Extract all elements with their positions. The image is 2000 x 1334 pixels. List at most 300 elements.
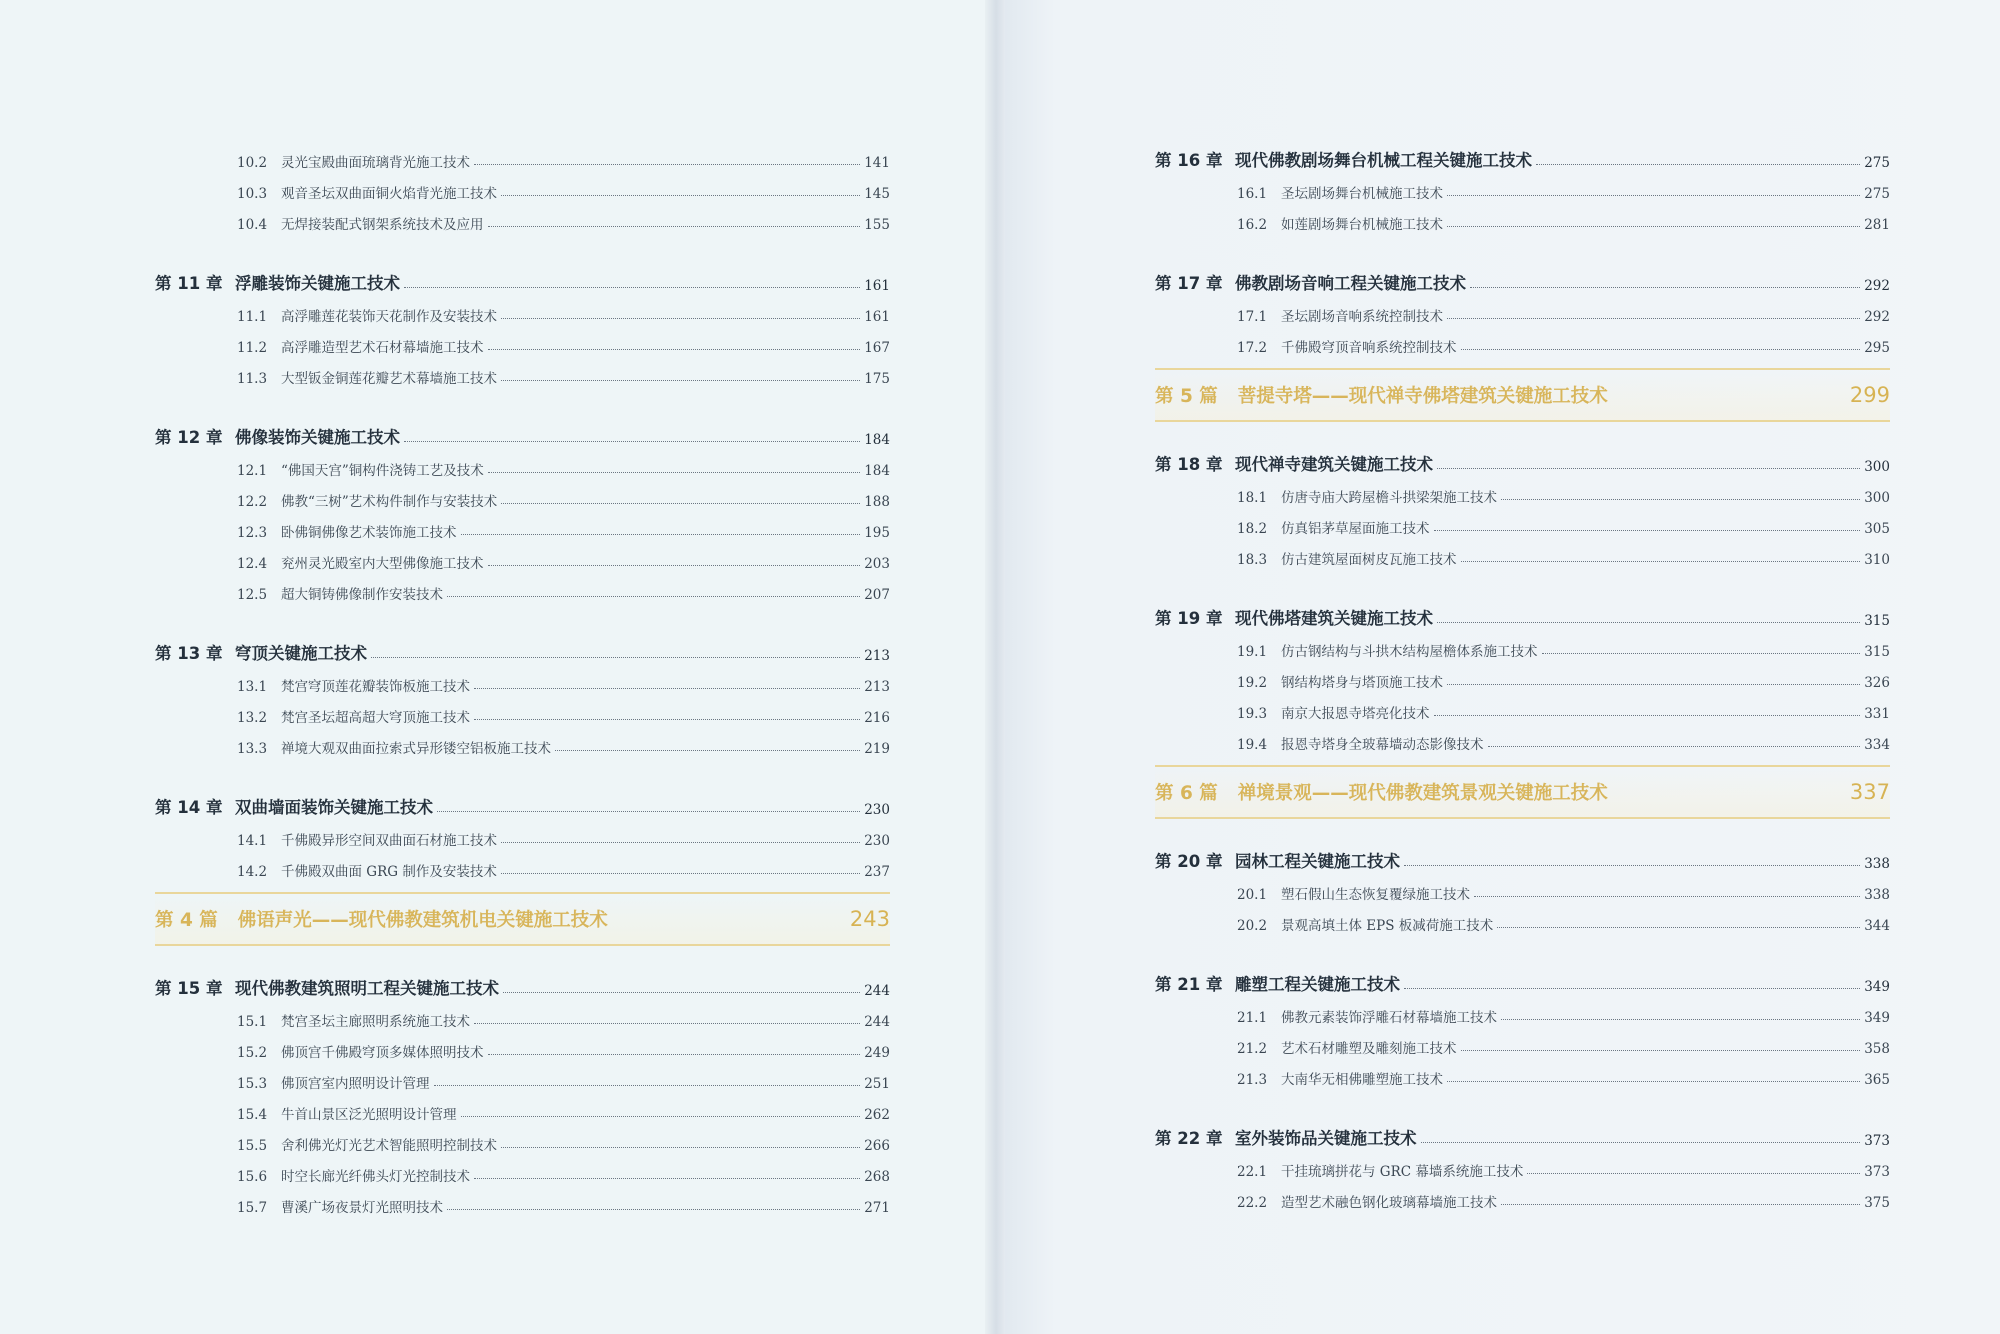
chapter-heading[interactable] bbox=[155, 633, 890, 664]
chapter-number: 第 17 章 bbox=[1155, 274, 1223, 293]
section-title: 梵宫圣坛超高超大穹顶施工技术 bbox=[281, 710, 470, 726]
section-title: 塑石假山生态恢复覆绿施工技术 bbox=[1281, 887, 1470, 903]
dot-leader bbox=[474, 719, 860, 720]
section-number: 14.2 bbox=[237, 864, 268, 880]
section-entry[interactable] bbox=[155, 1185, 890, 1216]
section-number: 10.3 bbox=[237, 186, 268, 202]
chapter-title: 雕塑工程关键施工技术 bbox=[1235, 975, 1400, 994]
dot-leader bbox=[1461, 349, 1861, 350]
section-title: 禅境大观双曲面拉索式异形镂空铝板施工技术 bbox=[281, 741, 551, 757]
section-title: 舍利佛光灯光艺术智能照明控制技术 bbox=[281, 1138, 497, 1154]
section-entry[interactable] bbox=[155, 479, 890, 510]
dot-leader bbox=[1542, 653, 1861, 654]
section-title: 造型艺术融色钢化玻璃幕墙施工技术 bbox=[1281, 1195, 1497, 1211]
part-banner[interactable] bbox=[1155, 765, 1890, 819]
section-title: 佛顶宫千佛殿穹顶多媒体照明技术 bbox=[281, 1045, 484, 1061]
section-entry[interactable] bbox=[155, 849, 890, 880]
dot-leader bbox=[1437, 622, 1860, 623]
section-number: 16.2 bbox=[1237, 217, 1268, 233]
section-entry[interactable] bbox=[155, 1061, 890, 1092]
section-entry[interactable] bbox=[1155, 506, 1890, 537]
part-title: 禅境景观——现代佛教建筑景观关键施工技术 bbox=[1237, 783, 1608, 804]
dot-leader bbox=[461, 1116, 861, 1117]
page-number: 184 bbox=[864, 432, 890, 448]
page-number: 331 bbox=[1864, 706, 1890, 722]
section-entry[interactable] bbox=[155, 325, 890, 356]
dot-leader bbox=[1461, 561, 1861, 562]
section-entry[interactable] bbox=[1155, 903, 1890, 934]
section-title: 艺术石材雕塑及雕刻施工技术 bbox=[1281, 1041, 1457, 1057]
page-number: 244 bbox=[864, 983, 890, 999]
page-number: 262 bbox=[864, 1107, 890, 1123]
section-title: 佛教“三树”艺术构件制作与安装技术 bbox=[281, 494, 498, 510]
section-entry[interactable] bbox=[155, 294, 890, 325]
section-number: 19.2 bbox=[1237, 675, 1268, 691]
part-number: 第 4 篇 bbox=[155, 910, 218, 931]
chapter-block bbox=[155, 263, 890, 387]
section-title: 干挂琉璃拼花与 GRC 幕墙系统施工技术 bbox=[1281, 1164, 1524, 1180]
chapter-heading[interactable] bbox=[1155, 964, 1890, 995]
section-entry[interactable] bbox=[155, 664, 890, 695]
dot-leader bbox=[1461, 1050, 1861, 1051]
chapter-block bbox=[1155, 444, 1890, 568]
toc-left bbox=[155, 140, 890, 1216]
dot-leader bbox=[1497, 927, 1860, 928]
chapter-number: 第 18 章 bbox=[1155, 455, 1223, 474]
section-number: 14.1 bbox=[237, 833, 268, 849]
section-title: 高浮雕造型艺术石材幕墙施工技术 bbox=[281, 340, 484, 356]
chapter-heading[interactable] bbox=[1155, 598, 1890, 629]
chapter-title: 双曲墙面装饰关键施工技术 bbox=[235, 798, 433, 817]
section-title: 高浮雕莲花装饰天花制作及安装技术 bbox=[281, 309, 497, 325]
section-number: 20.2 bbox=[1237, 918, 1268, 934]
dot-leader bbox=[1447, 1081, 1860, 1082]
section-entry[interactable] bbox=[1155, 1149, 1890, 1180]
spacer bbox=[1155, 568, 1890, 598]
page-number: 268 bbox=[864, 1169, 890, 1185]
section-entry[interactable] bbox=[1155, 475, 1890, 506]
page-number: 161 bbox=[864, 278, 890, 294]
section-title: 仿古钢结构与斗拱木结构屋檐体系施工技术 bbox=[1281, 644, 1538, 660]
section-entry[interactable] bbox=[155, 818, 890, 849]
section-entry[interactable] bbox=[1155, 872, 1890, 903]
section-entry[interactable] bbox=[1155, 660, 1890, 691]
section-title: 南京大报恩寺塔亮化技术 bbox=[1281, 706, 1430, 722]
page-number: 281 bbox=[1864, 217, 1890, 233]
chapter-title: 现代禅寺建筑关键施工技术 bbox=[1235, 455, 1433, 474]
section-number: 17.1 bbox=[1237, 309, 1268, 325]
section-number: 15.7 bbox=[237, 1200, 268, 1216]
dot-leader bbox=[1447, 195, 1860, 196]
page-number: 315 bbox=[1864, 644, 1890, 660]
part-page-number: 337 bbox=[1849, 780, 1890, 804]
section-number: 13.1 bbox=[237, 679, 268, 695]
section-number: 21.1 bbox=[1237, 1010, 1268, 1026]
page-number: 349 bbox=[1864, 1010, 1890, 1026]
chapter-block bbox=[1155, 140, 1890, 233]
dot-leader bbox=[501, 380, 860, 381]
section-number: 10.4 bbox=[237, 217, 268, 233]
section-title: 圣坛剧场舞台机械施工技术 bbox=[1281, 186, 1443, 202]
dot-leader bbox=[1404, 988, 1860, 989]
part-number: 第 6 篇 bbox=[1155, 783, 1218, 804]
left-page bbox=[0, 0, 995, 1334]
dot-leader bbox=[1421, 1142, 1861, 1143]
chapter-title: 佛像装饰关键施工技术 bbox=[235, 428, 400, 447]
chapter-heading[interactable] bbox=[155, 417, 890, 448]
page-number: 207 bbox=[864, 587, 890, 603]
right-page bbox=[995, 0, 2000, 1334]
page-number: 275 bbox=[1864, 186, 1890, 202]
dot-leader bbox=[1470, 287, 1860, 288]
section-number: 13.3 bbox=[237, 741, 268, 757]
dot-leader bbox=[501, 318, 860, 319]
page-number: 195 bbox=[864, 525, 890, 541]
section-title: 卧佛铜佛像艺术装饰施工技术 bbox=[281, 525, 457, 541]
dot-leader bbox=[1447, 318, 1860, 319]
page-number: 358 bbox=[1864, 1041, 1890, 1057]
dot-leader bbox=[501, 503, 860, 504]
page-number: 271 bbox=[864, 1200, 890, 1216]
section-title: 仿唐寺庙大跨屋檐斗拱梁架施工技术 bbox=[1281, 490, 1497, 506]
chapter-block bbox=[155, 417, 890, 603]
page-number: 292 bbox=[1864, 278, 1890, 294]
section-number: 15.2 bbox=[237, 1045, 268, 1061]
section-entry[interactable] bbox=[155, 510, 890, 541]
page-number: 375 bbox=[1864, 1195, 1890, 1211]
chapter-number: 第 11 章 bbox=[155, 274, 223, 293]
page-number: 155 bbox=[864, 217, 890, 233]
section-title: 大型钣金铜莲花瓣艺术幕墙施工技术 bbox=[281, 371, 497, 387]
section-entry[interactable] bbox=[155, 999, 890, 1030]
section-entry[interactable] bbox=[155, 356, 890, 387]
part-page-number: 299 bbox=[1849, 383, 1890, 407]
page-number: 344 bbox=[1864, 918, 1890, 934]
section-title: 超大铜铸佛像制作安装技术 bbox=[281, 587, 443, 603]
section-title: 大南华无相佛雕塑施工技术 bbox=[1281, 1072, 1443, 1088]
section-entry[interactable] bbox=[1155, 1180, 1890, 1211]
page-number: 338 bbox=[1864, 887, 1890, 903]
dot-leader bbox=[488, 349, 861, 350]
chapter-number: 第 19 章 bbox=[1155, 609, 1223, 628]
section-number: 21.2 bbox=[1237, 1041, 1268, 1057]
page-number: 305 bbox=[1864, 521, 1890, 537]
chapter-title: 浮雕装饰关键施工技术 bbox=[235, 274, 400, 293]
section-entry[interactable] bbox=[155, 1030, 890, 1061]
section-title: 景观高填土体 EPS 板减荷施工技术 bbox=[1281, 918, 1494, 934]
chapter-title: 佛教剧场音响工程关键施工技术 bbox=[1235, 274, 1466, 293]
section-number: 12.4 bbox=[237, 556, 268, 572]
dot-leader bbox=[501, 842, 860, 843]
chapter-heading[interactable] bbox=[155, 263, 890, 294]
spacer bbox=[155, 603, 890, 633]
section-number: 15.4 bbox=[237, 1107, 268, 1123]
page-number: 251 bbox=[864, 1076, 890, 1092]
section-title: 灵光宝殿曲面琉璃背光施工技术 bbox=[281, 155, 470, 171]
page-number: 141 bbox=[864, 155, 890, 171]
toc-right bbox=[1155, 140, 1890, 1211]
spacer bbox=[1155, 934, 1890, 964]
dot-leader bbox=[501, 195, 860, 196]
page-number: 292 bbox=[1864, 309, 1890, 325]
dot-leader bbox=[555, 750, 860, 751]
chapter-number: 第 13 章 bbox=[155, 644, 223, 663]
page-number: 237 bbox=[864, 864, 890, 880]
chapter-heading[interactable] bbox=[1155, 841, 1890, 872]
section-number: 11.1 bbox=[237, 309, 268, 325]
section-number: 22.2 bbox=[1237, 1195, 1268, 1211]
chapter-title: 现代佛教建筑照明工程关键施工技术 bbox=[235, 979, 499, 998]
section-title: 佛顶宫室内照明设计管理 bbox=[281, 1076, 430, 1092]
chapter-heading[interactable] bbox=[1155, 1118, 1890, 1149]
section-title: 观音圣坛双曲面铜火焰背光施工技术 bbox=[281, 186, 497, 202]
dot-leader bbox=[1536, 164, 1860, 165]
section-title: 仿真铝茅草屋面施工技术 bbox=[1281, 521, 1430, 537]
part-banner[interactable] bbox=[155, 892, 890, 946]
dot-leader bbox=[474, 164, 860, 165]
section-title: 曹溪广场夜景灯光照明技术 bbox=[281, 1200, 443, 1216]
section-entry[interactable] bbox=[1155, 995, 1890, 1026]
section-number: 18.1 bbox=[1237, 490, 1268, 506]
section-entry[interactable] bbox=[155, 1092, 890, 1123]
page-number: 145 bbox=[864, 186, 890, 202]
chapter-block bbox=[1155, 841, 1890, 934]
spacer bbox=[155, 387, 890, 417]
page-number: 373 bbox=[1864, 1133, 1890, 1149]
chapter-number: 第 12 章 bbox=[155, 428, 223, 447]
page-number: 326 bbox=[1864, 675, 1890, 691]
chapter-title: 现代佛教剧场舞台机械工程关键施工技术 bbox=[1235, 151, 1532, 170]
section-entry[interactable] bbox=[155, 202, 890, 233]
dot-leader bbox=[501, 873, 860, 874]
section-number: 12.5 bbox=[237, 587, 268, 603]
dot-leader bbox=[371, 657, 860, 658]
dot-leader bbox=[1527, 1173, 1860, 1174]
section-number: 20.1 bbox=[1237, 887, 1268, 903]
part-number: 第 5 篇 bbox=[1155, 386, 1218, 407]
page-number: 334 bbox=[1864, 737, 1890, 753]
page-number: 213 bbox=[864, 648, 890, 664]
chapter-number: 第 20 章 bbox=[1155, 852, 1223, 871]
section-title: 牛首山景区泛光照明设计管理 bbox=[281, 1107, 457, 1123]
page-number: 349 bbox=[1864, 979, 1890, 995]
chapter-block bbox=[155, 968, 890, 1216]
dot-leader bbox=[501, 1147, 860, 1148]
book-gutter bbox=[985, 0, 1005, 1334]
chapter-block bbox=[1155, 598, 1890, 753]
dot-leader bbox=[1447, 684, 1860, 685]
section-title: 梵宫圣坛主廊照明系统施工技术 bbox=[281, 1014, 470, 1030]
section-number: 18.2 bbox=[1237, 521, 1268, 537]
dot-leader bbox=[447, 1209, 860, 1210]
spacer bbox=[155, 233, 890, 263]
page-number: 315 bbox=[1864, 613, 1890, 629]
section-entry[interactable] bbox=[1155, 171, 1890, 202]
section-entry[interactable] bbox=[1155, 537, 1890, 568]
section-entry[interactable] bbox=[1155, 691, 1890, 722]
spacer bbox=[155, 757, 890, 787]
section-number: 11.2 bbox=[237, 340, 268, 356]
section-number: 15.3 bbox=[237, 1076, 268, 1092]
section-number: 19.3 bbox=[1237, 706, 1268, 722]
chapter-title: 园林工程关键施工技术 bbox=[1235, 852, 1400, 871]
chapter-title: 穹顶关键施工技术 bbox=[235, 644, 367, 663]
page-number: 230 bbox=[864, 833, 890, 849]
section-number: 22.1 bbox=[1237, 1164, 1268, 1180]
section-group bbox=[155, 140, 890, 233]
dot-leader bbox=[474, 688, 860, 689]
section-entry[interactable] bbox=[1155, 325, 1890, 356]
page-number: 275 bbox=[1864, 155, 1890, 171]
page-number: 216 bbox=[864, 710, 890, 726]
chapter-block bbox=[1155, 1118, 1890, 1211]
section-number: 11.3 bbox=[237, 371, 268, 387]
chapter-heading[interactable] bbox=[1155, 140, 1890, 171]
dot-leader bbox=[1501, 499, 1860, 500]
section-entry[interactable] bbox=[155, 171, 890, 202]
section-entry[interactable] bbox=[1155, 202, 1890, 233]
section-entry[interactable] bbox=[155, 695, 890, 726]
section-number: 10.2 bbox=[237, 155, 268, 171]
dot-leader bbox=[437, 811, 860, 812]
section-title: 佛教元素装饰浮雕石材幕墙施工技术 bbox=[1281, 1010, 1497, 1026]
chapter-heading[interactable] bbox=[1155, 263, 1890, 294]
chapter-heading[interactable] bbox=[1155, 444, 1890, 475]
dot-leader bbox=[447, 596, 860, 597]
chapter-number: 第 16 章 bbox=[1155, 151, 1223, 170]
section-title: 千佛殿穹顶音响系统控制技术 bbox=[1281, 340, 1457, 356]
part-title: 佛语声光——现代佛教建筑机电关键施工技术 bbox=[237, 910, 608, 931]
section-entry[interactable] bbox=[155, 572, 890, 603]
section-title: 千佛殿双曲面 GRG 制作及安装技术 bbox=[281, 864, 497, 880]
dot-leader bbox=[461, 534, 861, 535]
section-title: 仿古建筑屋面树皮瓦施工技术 bbox=[1281, 552, 1457, 568]
dot-leader bbox=[488, 226, 861, 227]
chapter-title: 现代佛塔建筑关键施工技术 bbox=[1235, 609, 1433, 628]
section-number: 16.1 bbox=[1237, 186, 1268, 202]
dot-leader bbox=[1501, 1204, 1860, 1205]
dot-leader bbox=[488, 1054, 861, 1055]
page-number: 219 bbox=[864, 741, 890, 757]
chapter-number: 第 21 章 bbox=[1155, 975, 1223, 994]
section-entry[interactable] bbox=[1155, 1026, 1890, 1057]
section-entry[interactable] bbox=[1155, 722, 1890, 753]
dot-leader bbox=[474, 1178, 860, 1179]
dot-leader bbox=[1434, 715, 1861, 716]
section-title: 圣坛剧场音响系统控制技术 bbox=[1281, 309, 1443, 325]
page-number: 295 bbox=[1864, 340, 1890, 356]
section-number: 18.3 bbox=[1237, 552, 1268, 568]
dot-leader bbox=[1434, 530, 1861, 531]
section-entry[interactable] bbox=[155, 140, 890, 171]
dot-leader bbox=[488, 472, 860, 473]
section-number: 12.3 bbox=[237, 525, 268, 541]
page-number: 230 bbox=[864, 802, 890, 818]
page-number: 266 bbox=[864, 1138, 890, 1154]
section-number: 15.5 bbox=[237, 1138, 268, 1154]
page-number: 365 bbox=[1864, 1072, 1890, 1088]
part-banner[interactable] bbox=[1155, 368, 1890, 422]
section-number: 13.2 bbox=[237, 710, 268, 726]
chapter-block bbox=[1155, 964, 1890, 1088]
chapter-number: 第 22 章 bbox=[1155, 1129, 1223, 1148]
section-number: 19.1 bbox=[1237, 644, 1268, 660]
section-entry[interactable] bbox=[155, 448, 890, 479]
page-number: 310 bbox=[1864, 552, 1890, 568]
section-title: 如莲剧场舞台机械施工技术 bbox=[1281, 217, 1443, 233]
page-number: 249 bbox=[864, 1045, 890, 1061]
section-number: 12.2 bbox=[237, 494, 268, 510]
page-number: 203 bbox=[864, 556, 890, 572]
chapter-heading[interactable] bbox=[155, 968, 890, 999]
page-number: 167 bbox=[864, 340, 890, 356]
page-number: 373 bbox=[1864, 1164, 1890, 1180]
section-title: 时空长廊光纤佛头灯光控制技术 bbox=[281, 1169, 470, 1185]
section-entry[interactable] bbox=[1155, 294, 1890, 325]
section-entry[interactable] bbox=[155, 726, 890, 757]
page-number: 338 bbox=[1864, 856, 1890, 872]
dot-leader bbox=[1501, 1019, 1860, 1020]
section-title: 无焊接装配式钢架系统技术及应用 bbox=[281, 217, 484, 233]
section-title: “佛国天宫”铜构件浇铸工艺及技术 bbox=[281, 463, 484, 479]
dot-leader bbox=[1474, 896, 1860, 897]
part-page-number: 243 bbox=[849, 907, 890, 931]
section-title: 钢结构塔身与塔顶施工技术 bbox=[1281, 675, 1443, 691]
section-title: 千佛殿异形空间双曲面石材施工技术 bbox=[281, 833, 497, 849]
section-entry[interactable] bbox=[1155, 1057, 1890, 1088]
dot-leader bbox=[1447, 226, 1860, 227]
part-title: 菩提寺塔——现代禅寺佛塔建筑关键施工技术 bbox=[1237, 386, 1608, 407]
dot-leader bbox=[1488, 746, 1861, 747]
dot-leader bbox=[404, 287, 860, 288]
section-number: 19.4 bbox=[1237, 737, 1268, 753]
dot-leader bbox=[488, 565, 861, 566]
dot-leader bbox=[503, 992, 860, 993]
section-entry[interactable] bbox=[155, 541, 890, 572]
section-number: 15.6 bbox=[237, 1169, 268, 1185]
chapter-title: 室外装饰品关键施工技术 bbox=[1235, 1129, 1417, 1148]
section-number: 17.2 bbox=[1237, 340, 1268, 356]
section-entry[interactable] bbox=[1155, 629, 1890, 660]
spacer bbox=[1155, 233, 1890, 263]
page-number: 244 bbox=[864, 1014, 890, 1030]
chapter-number: 第 14 章 bbox=[155, 798, 223, 817]
chapter-block bbox=[1155, 263, 1890, 356]
chapter-block bbox=[155, 633, 890, 757]
chapter-heading[interactable] bbox=[155, 787, 890, 818]
dot-leader bbox=[1404, 865, 1860, 866]
page-number: 175 bbox=[864, 371, 890, 387]
page-number: 188 bbox=[864, 494, 890, 510]
section-number: 21.3 bbox=[1237, 1072, 1268, 1088]
spacer bbox=[1155, 1088, 1890, 1118]
section-number: 15.1 bbox=[237, 1014, 268, 1030]
page-number: 161 bbox=[864, 309, 890, 325]
section-entry[interactable] bbox=[155, 1123, 890, 1154]
page-number: 184 bbox=[864, 463, 890, 479]
chapter-block bbox=[155, 787, 890, 880]
dot-leader bbox=[1437, 468, 1860, 469]
section-number: 12.1 bbox=[237, 463, 268, 479]
page-number: 300 bbox=[1864, 459, 1890, 475]
chapter-number: 第 15 章 bbox=[155, 979, 223, 998]
section-title: 报恩寺塔身全玻幕墙动态影像技术 bbox=[1281, 737, 1484, 753]
section-title: 兖州灵光殿室内大型佛像施工技术 bbox=[281, 556, 484, 572]
section-title: 梵宫穹顶莲花瓣装饰板施工技术 bbox=[281, 679, 470, 695]
dot-leader bbox=[404, 441, 860, 442]
section-entry[interactable] bbox=[155, 1154, 890, 1185]
dot-leader bbox=[474, 1023, 860, 1024]
